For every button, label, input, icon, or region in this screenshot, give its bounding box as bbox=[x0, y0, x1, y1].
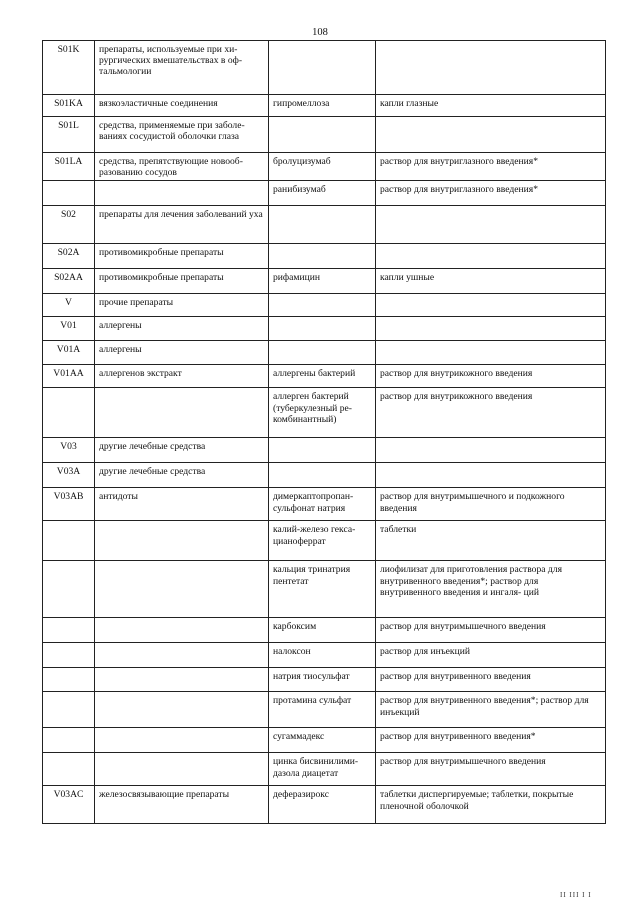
atc-code-cell: V01A bbox=[43, 341, 95, 365]
anatomical-group-cell: другие лечебные средства bbox=[95, 463, 269, 488]
anatomical-group-cell: аллергены bbox=[95, 341, 269, 365]
atc-code-cell: V01 bbox=[43, 317, 95, 341]
anatomical-group-cell: антидоты bbox=[95, 488, 269, 521]
atc-code-cell: V03 bbox=[43, 438, 95, 463]
table-row bbox=[43, 488, 606, 521]
atc-code-cell: S01LA bbox=[43, 153, 95, 181]
anatomical-group-cell bbox=[95, 181, 269, 206]
drug-name-cell: цинка бисвинилими- дазола диацетат bbox=[269, 753, 376, 786]
drug-name-cell: деферазирокс bbox=[269, 786, 376, 824]
table-row bbox=[43, 95, 606, 117]
drug-name-cell: калий-железо гекса- цианоферрат bbox=[269, 521, 376, 561]
dosage-form-cell bbox=[376, 438, 606, 463]
dosage-form-cell: раствор для внутривенного введения bbox=[376, 668, 606, 692]
drug-name-cell: карбоксим bbox=[269, 618, 376, 643]
dosage-form-cell: раствор для внутрикожного введения bbox=[376, 388, 606, 438]
dosage-form-cell: раствор для внутриглазного введения* bbox=[376, 181, 606, 206]
atc-code-cell bbox=[43, 181, 95, 206]
drug-name-cell: рифамицин bbox=[269, 269, 376, 294]
atc-code-cell: V01AA bbox=[43, 365, 95, 388]
drug-table bbox=[42, 40, 606, 824]
dosage-form-cell: раствор для внутриглазного введения* bbox=[376, 153, 606, 181]
dosage-form-cell: раствор для внутривенного введения* bbox=[376, 728, 606, 753]
drug-name-cell bbox=[269, 463, 376, 488]
table-row bbox=[43, 41, 606, 95]
atc-code-cell bbox=[43, 388, 95, 438]
table-row bbox=[43, 561, 606, 618]
atc-code-cell: S02AA bbox=[43, 269, 95, 294]
atc-code-cell bbox=[43, 643, 95, 668]
drug-name-cell: гипромеллоза bbox=[269, 95, 376, 117]
table-row bbox=[43, 438, 606, 463]
drug-name-cell: ранибизумаб bbox=[269, 181, 376, 206]
dosage-form-cell bbox=[376, 463, 606, 488]
dosage-form-cell bbox=[376, 117, 606, 153]
anatomical-group-cell: средства, применяемые при заболе- ваниях сосудистой оболочки глаза bbox=[95, 117, 269, 153]
drug-name-cell: протамина сульфат bbox=[269, 692, 376, 728]
table-row bbox=[43, 365, 606, 388]
anatomical-group-cell bbox=[95, 692, 269, 728]
dosage-form-cell: раствор для инъекций bbox=[376, 643, 606, 668]
dosage-form-cell: раствор для внутримышечного введения bbox=[376, 618, 606, 643]
atc-code-cell bbox=[43, 692, 95, 728]
anatomical-group-cell bbox=[95, 728, 269, 753]
drug-name-cell: кальция тринатрия пентетат bbox=[269, 561, 376, 618]
dosage-form-cell bbox=[376, 244, 606, 269]
drug-name-cell: сугаммадекс bbox=[269, 728, 376, 753]
drug-name-cell: димеркаптопропан- сульфонат натрия bbox=[269, 488, 376, 521]
atc-code-cell: V03A bbox=[43, 463, 95, 488]
atc-code-cell: V03AB bbox=[43, 488, 95, 521]
drug-name-cell bbox=[269, 117, 376, 153]
atc-code-cell bbox=[43, 521, 95, 561]
table-row bbox=[43, 618, 606, 643]
anatomical-group-cell: противомикробные препараты bbox=[95, 244, 269, 269]
atc-code-cell: S02 bbox=[43, 206, 95, 244]
table-row bbox=[43, 181, 606, 206]
table-row bbox=[43, 692, 606, 728]
table-row bbox=[43, 668, 606, 692]
table-row bbox=[43, 728, 606, 753]
dosage-form-cell bbox=[376, 317, 606, 341]
table-row bbox=[43, 753, 606, 786]
dosage-form-cell bbox=[376, 206, 606, 244]
dosage-form-cell: капли ушные bbox=[376, 269, 606, 294]
atc-code-cell bbox=[43, 753, 95, 786]
table-row bbox=[43, 117, 606, 153]
dosage-form-cell: таблетки диспергируемые; таблетки, покрытые пленочной оболочкой bbox=[376, 786, 606, 824]
atc-code-cell: V bbox=[43, 294, 95, 317]
drug-name-cell bbox=[269, 341, 376, 365]
table-row bbox=[43, 388, 606, 438]
table-row bbox=[43, 206, 606, 244]
drug-name-cell: налоксон bbox=[269, 643, 376, 668]
anatomical-group-cell: вязкоэластичные соединения bbox=[95, 95, 269, 117]
atc-code-cell bbox=[43, 618, 95, 643]
dosage-form-cell bbox=[376, 341, 606, 365]
anatomical-group-cell bbox=[95, 668, 269, 692]
table-row bbox=[43, 244, 606, 269]
anatomical-group-cell: железосвязывающие препараты bbox=[95, 786, 269, 824]
drug-name-cell bbox=[269, 244, 376, 269]
dosage-form-cell bbox=[376, 294, 606, 317]
anatomical-group-cell: аллергены bbox=[95, 317, 269, 341]
atc-code-cell bbox=[43, 728, 95, 753]
anatomical-group-cell bbox=[95, 643, 269, 668]
anatomical-group-cell: прочие препараты bbox=[95, 294, 269, 317]
drug-name-cell: бролуцизумаб bbox=[269, 153, 376, 181]
anatomical-group-cell bbox=[95, 521, 269, 561]
dosage-form-cell: таблетки bbox=[376, 521, 606, 561]
drug-name-cell: аллергены бактерий bbox=[269, 365, 376, 388]
drug-name-cell bbox=[269, 41, 376, 95]
drug-name-cell: натрия тиосульфат bbox=[269, 668, 376, 692]
table-row bbox=[43, 269, 606, 294]
drug-name-cell bbox=[269, 438, 376, 463]
anatomical-group-cell bbox=[95, 753, 269, 786]
dosage-form-cell: раствор для внутримышечного и подкожного введения bbox=[376, 488, 606, 521]
drug-name-cell bbox=[269, 317, 376, 341]
table-row bbox=[43, 521, 606, 561]
dosage-form-cell: капли глазные bbox=[376, 95, 606, 117]
anatomical-group-cell: противомикробные препараты bbox=[95, 269, 269, 294]
dosage-form-cell: раствор для внутривенного введения*; раствор для инъекций bbox=[376, 692, 606, 728]
atc-code-cell: V03AC bbox=[43, 786, 95, 824]
table-row bbox=[43, 341, 606, 365]
drug-name-cell bbox=[269, 206, 376, 244]
dosage-form-cell: лиофилизат для приготовления раствора для внутривенного введения*; раствор для внутривенного введения и ингаля- ций bbox=[376, 561, 606, 618]
page-number: 108 bbox=[312, 27, 328, 38]
anatomical-group-cell: препараты, используемые при хи- рургических вмешательствах в оф- тальмологии bbox=[95, 41, 269, 95]
table-row bbox=[43, 294, 606, 317]
anatomical-group-cell bbox=[95, 618, 269, 643]
drug-name-cell: аллерген бактерий (туберкулезный ре- комбинантный) bbox=[269, 388, 376, 438]
drug-name-cell bbox=[269, 294, 376, 317]
table-body bbox=[43, 41, 606, 824]
atc-code-cell: S01K bbox=[43, 41, 95, 95]
anatomical-group-cell: препараты для лечения заболеваний уха bbox=[95, 206, 269, 244]
anatomical-group-cell bbox=[95, 561, 269, 618]
table-row bbox=[43, 317, 606, 341]
atc-code-cell: S01KA bbox=[43, 95, 95, 117]
table-row bbox=[43, 153, 606, 181]
footer-marks: II III I I bbox=[560, 891, 592, 899]
table-row bbox=[43, 643, 606, 668]
atc-code-cell bbox=[43, 561, 95, 618]
atc-code-cell: S01L bbox=[43, 117, 95, 153]
anatomical-group-cell: средства, препятствующие новооб- разованию сосудов bbox=[95, 153, 269, 181]
dosage-form-cell: раствор для внутрикожного введения bbox=[376, 365, 606, 388]
atc-code-cell: S02A bbox=[43, 244, 95, 269]
dosage-form-cell bbox=[376, 41, 606, 95]
table-row bbox=[43, 463, 606, 488]
table-row bbox=[43, 786, 606, 824]
anatomical-group-cell: другие лечебные средства bbox=[95, 438, 269, 463]
dosage-form-cell: раствор для внутримышечного введения bbox=[376, 753, 606, 786]
anatomical-group-cell: аллергенов экстракт bbox=[95, 365, 269, 388]
atc-code-cell bbox=[43, 668, 95, 692]
anatomical-group-cell bbox=[95, 388, 269, 438]
